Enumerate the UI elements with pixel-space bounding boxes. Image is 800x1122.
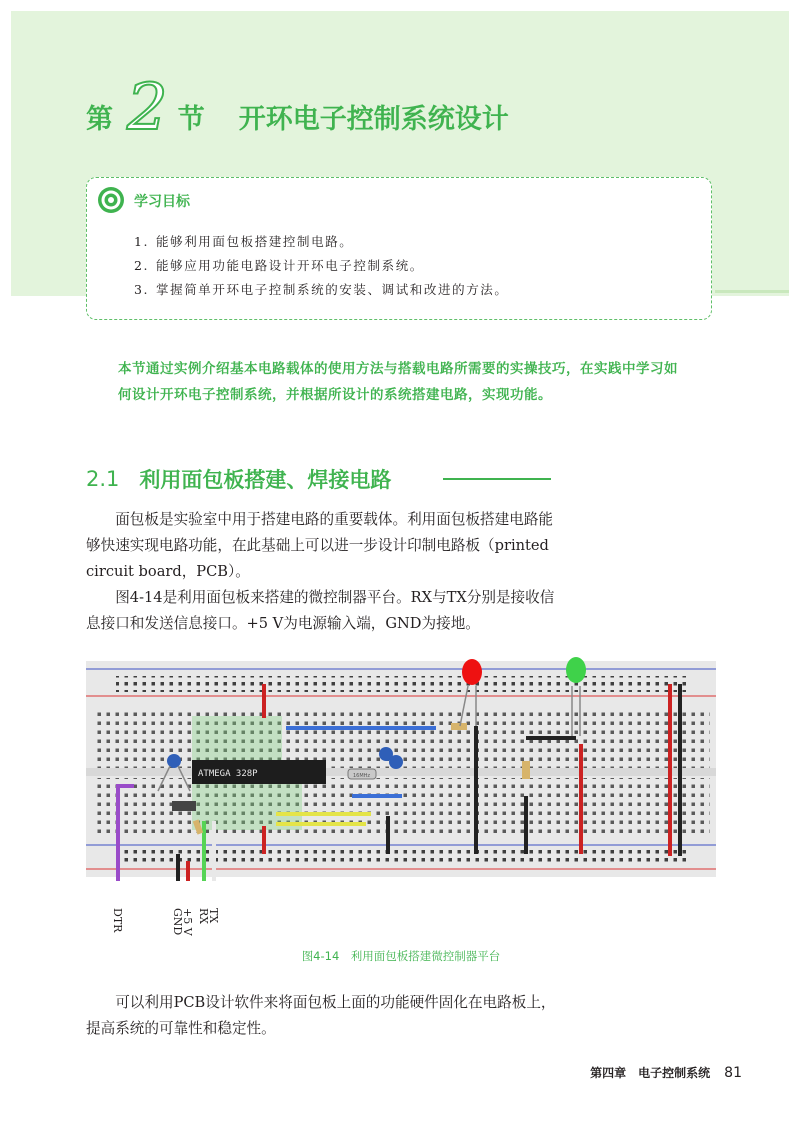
red-led	[462, 659, 482, 685]
subsection-number: 2.1	[86, 467, 120, 491]
capacitor	[167, 754, 181, 768]
paragraph-figure-ref: 图4-14是利用面包板来搭建的微控制器平台。RX与TX分别是接收信息接口和发送信息接口。+5 V为电源输入端，GND为接地。	[86, 589, 555, 632]
header-divider	[715, 290, 789, 293]
target-icon	[97, 186, 125, 214]
paragraph-breadboard: 面包板是实验室中用于搭建电路的重要载体。利用面包板搭建电路能够快速实现电路功能，在此基础上可以进一步设计印制电路板（printed circuit board，PCB）。	[86, 511, 554, 580]
subsection-name: 利用面包板搭建、焊接电路	[139, 468, 392, 492]
section-suffix: 节	[177, 104, 205, 135]
section-name: 开环电子控制系统设计	[238, 104, 509, 135]
section-title	[86, 71, 509, 145]
body-text-1	[86, 507, 556, 637]
capacitor	[389, 755, 403, 769]
goal-item	[134, 230, 509, 254]
page-number: 81	[724, 1065, 742, 1081]
top-power-rail	[116, 676, 686, 692]
pin-label-rx: RX	[197, 908, 210, 925]
goal-number: 1.	[134, 234, 150, 249]
paragraph-pcb: 可以利用PCB设计软件来将面包板上面的功能硬件固化在电路板上，提高系统的可靠性和稳定性。	[86, 994, 556, 1037]
section-intro: 本节通过实例介绍基本电路载体的使用方法与搭载电路所需要的实操技巧，在实践中学习如何设计开环电子控制系统，并根据所设计的系统搭建电路，实现功能。	[118, 361, 678, 403]
goals-list	[134, 230, 509, 302]
pin-label-tx: TX	[207, 908, 220, 924]
pin-label-5v: +5 V	[181, 908, 194, 936]
figure-caption: 图4-14 利用面包板搭建微控制器平台	[301, 949, 501, 963]
breadboard-figure	[86, 656, 716, 881]
subsection-title	[86, 464, 391, 494]
green-led	[566, 657, 586, 683]
goal-text: 能够应用功能电路设计开环电子控制系统。	[156, 258, 424, 273]
goal-item	[134, 278, 509, 302]
goal-text: 能够利用面包板搭建控制电路。	[156, 234, 354, 249]
learning-goals-box	[86, 177, 712, 320]
connected-rows	[192, 716, 282, 766]
pin-label-dtr: DTR	[111, 908, 124, 933]
subsection-rule	[443, 478, 551, 480]
goal-text: 掌握简单开环电子控制系统的安装、调试和改进的方法。	[156, 282, 509, 297]
section-prefix: 第	[86, 104, 113, 135]
reset-button	[172, 801, 196, 811]
section-number: 2	[127, 71, 168, 145]
body-text-2	[86, 990, 556, 1042]
goal-number: 2.	[134, 258, 150, 273]
pin-label-gnd: GND	[171, 908, 184, 936]
bottom-power-rail	[116, 849, 686, 865]
goal-number: 3.	[134, 282, 150, 297]
goal-item	[134, 254, 509, 278]
footer-chapter: 第四章 电子控制系统	[590, 1066, 711, 1080]
chip-label: ATMEGA 328P	[198, 769, 258, 779]
resistor	[522, 761, 530, 779]
crystal-label: 16MHz	[353, 773, 371, 779]
page-footer	[590, 1064, 742, 1081]
goals-title: 学习目标	[134, 194, 190, 210]
resistor	[451, 723, 467, 730]
